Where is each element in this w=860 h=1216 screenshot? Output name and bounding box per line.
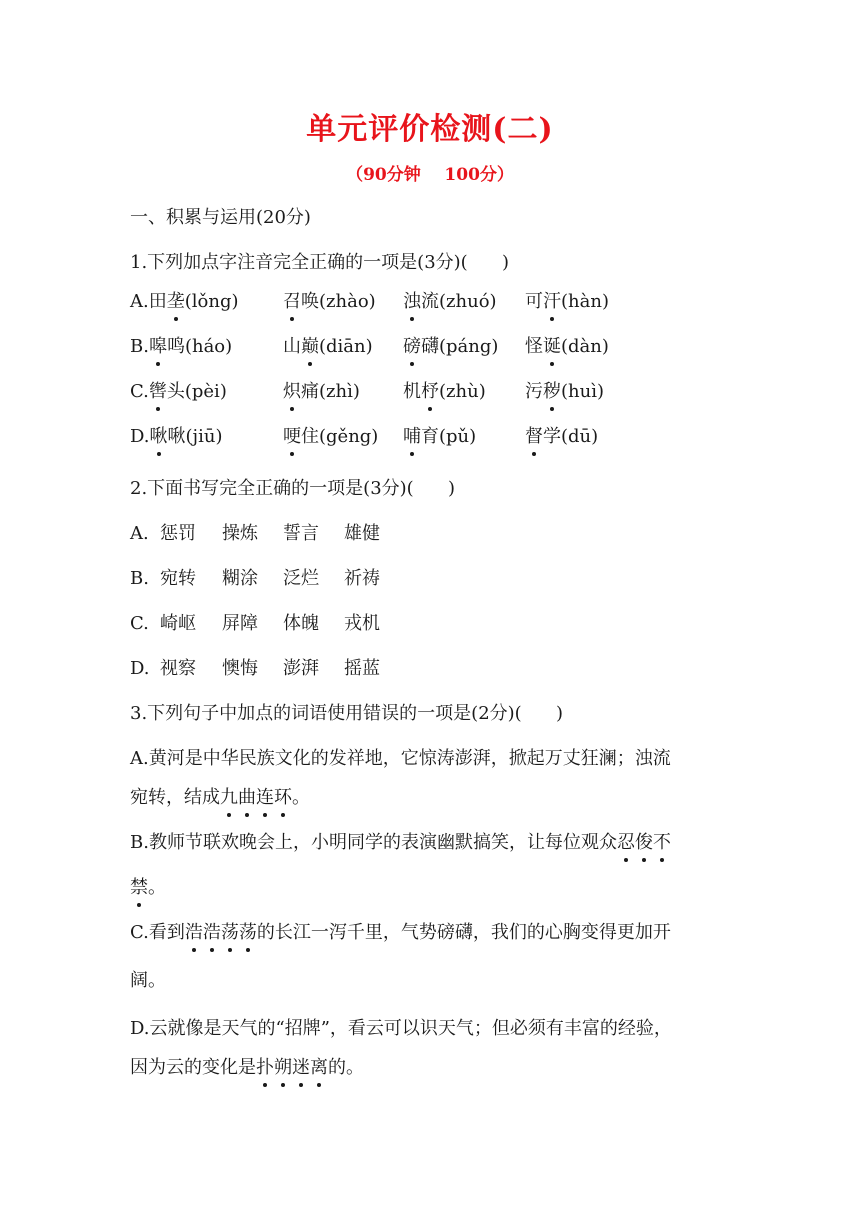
- question-2-stem: 2.下面书写完全正确的一项是(3分)( ): [130, 478, 456, 499]
- q1-b-2: 山巅(diān): [283, 336, 373, 357]
- q1-b-1: B.嗥鸣(háo): [130, 336, 233, 357]
- question-1-stem: 1.下列加点字注音完全正确的一项是(3分)( ): [130, 252, 510, 273]
- dotted-phrase-b: 忍俊不: [616, 832, 671, 853]
- q2-a-2: 操炼: [222, 523, 258, 544]
- q3-option-b-line1: B.教师节联欢晚会上，小明同学的表演幽默搞笑，让每位观众忍俊不: [130, 832, 671, 853]
- page-title: 单元评价检测(二): [306, 112, 554, 147]
- q2-c-2: 屏障: [222, 613, 258, 634]
- q2-a-4: 雄健: [344, 523, 380, 544]
- q2-d-4: 摇蓝: [344, 658, 380, 679]
- q1-c-4: 污秽(huì): [525, 381, 604, 402]
- q2-d-3: 澎湃: [283, 658, 319, 679]
- q2-a-label: A.: [130, 523, 149, 544]
- page-subtitle: （90分钟 100分）: [346, 165, 514, 185]
- q3-option-c-line2: 阔。: [130, 970, 166, 991]
- q1-d-4: 督学(dū): [525, 426, 599, 447]
- q2-a-1: 惩罚: [160, 523, 196, 544]
- q2-b-label: B.: [130, 568, 149, 589]
- q1-a-4: 可汗(hàn): [525, 291, 609, 312]
- q1-a-1: A.田垄(lǒng): [130, 291, 239, 312]
- q1-c-3: 机杼(zhù): [403, 381, 486, 402]
- q2-c-1: 崎岖: [160, 613, 196, 634]
- q1-d-3: 哺育(pǔ): [403, 426, 477, 447]
- q3-option-a-line2: 宛转，结成九曲连环。: [130, 787, 310, 808]
- q1-c-1: C.辔头(pèi): [130, 381, 227, 402]
- q1-b-4: 怪诞(dàn): [525, 336, 609, 357]
- dotted-phrase-b-end: 禁: [130, 877, 148, 898]
- q2-b-4: 祈祷: [344, 568, 380, 589]
- q2-c-3: 体魄: [283, 613, 319, 634]
- q2-a-3: 誓言: [283, 523, 319, 544]
- q1-a-3: 浊流(zhuó): [403, 291, 497, 312]
- q1-d-2: 哽住(gěng): [283, 426, 379, 447]
- q1-d-1: D.啾啾(jiū): [130, 426, 223, 447]
- question-3-stem: 3.下列句子中加点的词语使用错误的一项是(2分)( ): [130, 703, 564, 724]
- section-heading: 一、积累与运用(20分): [130, 207, 311, 228]
- dotted-phrase-c: 浩浩荡荡: [184, 922, 257, 943]
- q3-option-c-line1: C.看到浩浩荡荡的长江一泻千里，气势磅礴，我们的心胸变得更加开: [130, 922, 671, 943]
- dotted-phrase-a: 九曲连环: [220, 787, 292, 808]
- q2-b-2: 糊涂: [222, 568, 258, 589]
- q3-option-b-line2: 禁。: [130, 877, 166, 898]
- q2-d-2: 懊悔: [222, 658, 258, 679]
- q1-c-2: 炽痛(zhì): [283, 381, 360, 402]
- q3-option-d-line2: 因为云的变化是扑朔迷离的。: [130, 1057, 364, 1078]
- q2-c-4: 戎机: [344, 613, 380, 634]
- dotted-phrase-d: 扑朔迷离: [256, 1057, 328, 1078]
- q1-b-3: 磅礴(páng): [403, 336, 499, 357]
- q3-option-a-line1: A.黄河是中华民族文化的发祥地，它惊涛澎湃，掀起万丈狂澜；浊流: [130, 748, 671, 769]
- q2-b-1: 宛转: [160, 568, 196, 589]
- q1-a-2: 召唤(zhào): [283, 291, 376, 312]
- q2-d-1: 视察: [160, 658, 196, 679]
- q2-c-label: C.: [130, 613, 149, 634]
- q2-d-label: D.: [130, 658, 150, 679]
- q2-b-3: 泛烂: [283, 568, 319, 589]
- q3-option-d-line1: D.云就像是天气的“招牌”，看云可以识天气；但必须有丰富的经验，: [130, 1018, 672, 1039]
